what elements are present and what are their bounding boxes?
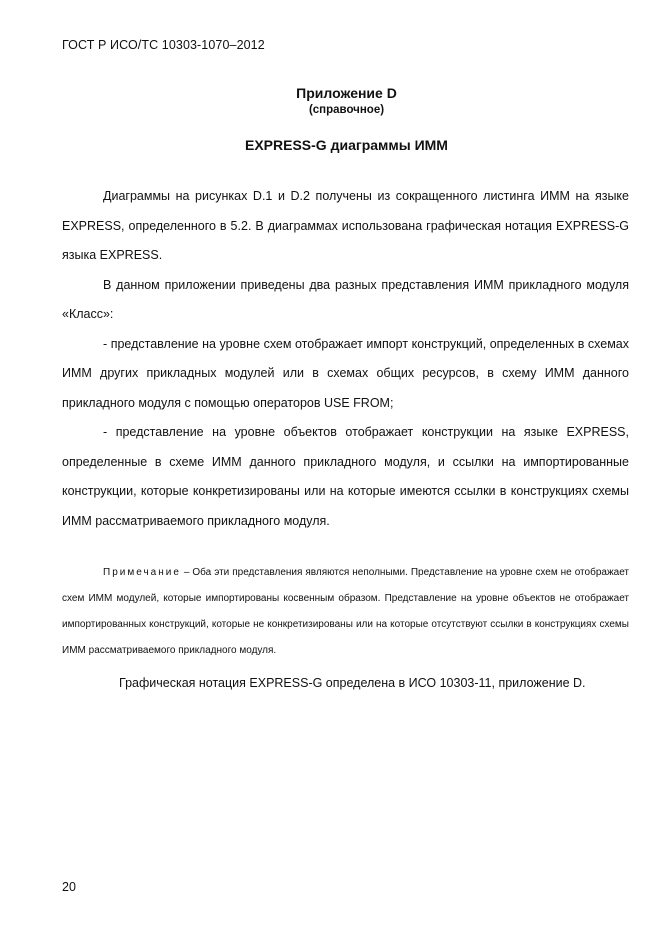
note-paragraph [62, 560, 629, 664]
appendix-subtitle: (справочное) [308, 104, 385, 116]
document-code-header: ГОСТ Р ИСО/ТС 10303-1070–2012 [62, 38, 265, 52]
page-number: 20 [62, 880, 76, 894]
final-paragraph-block [62, 670, 629, 696]
body-text [62, 182, 629, 536]
paragraph-notation-reference: Графическая нотация EXPRESS-G определена в ИСО 10303-11, приложение D. [119, 676, 586, 690]
paragraph-schema-level: - представление на уровне схем отображает импорт конструкций, определенных в схемах ИММ других прикладных модулей или в схемах общих ресурсов, в схему ИММ данного прикладного модуля с помощью операторов USE FROM; [62, 336, 629, 410]
paragraph-entity-level: - представление на уровне объектов отображает конструкции на языке EXPRESS, определенные в схеме ИММ данного прикладного модуля, и ссылки на импортированные конструкции, которые конкретизированы или на которые имеются ссылки в конструкциях схемы ИММ рассматриваемого прикладного модуля. [62, 425, 629, 528]
paragraph-diagrams-intro: Диаграммы на рисунках D.1 и D.2 получены из сокращенного листинга ИММ на языке EXPRESS, определенного в 5.2. В диаграммах использована графическая нотация EXPRESS-G языка EXPRESS. [62, 189, 629, 262]
note-block [62, 560, 629, 664]
note-text: – Оба эти представления являются неполными. Представление на уровне схем не отображает схем ИММ модулей, которые импортированы косвенным образом. Представление на уровне объектов не отображает импортированных конструкций, которые не конкретизированы или на которые отсутствуют ссылки в конструкциях схемы ИММ рассматриваемого прикладного модуля. [62, 567, 629, 656]
appendix-title: Приложение D [296, 85, 397, 101]
paragraph-representations: В данном приложении приведены два разных представления ИММ прикладного модуля «Класс»: [62, 277, 629, 321]
section-title: EXPRESS-G диаграммы ИММ [245, 137, 448, 153]
note-label: Примечание [103, 567, 181, 578]
